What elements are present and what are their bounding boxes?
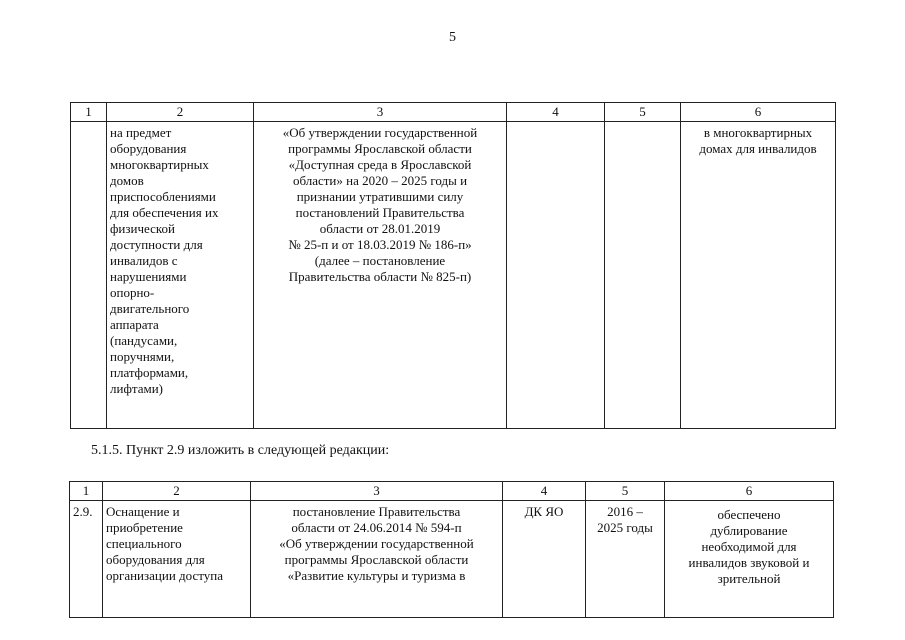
event-cell: на предмет оборудования многоквартирных домов приспособлениями для обеспечения их физической доступности для инвалидов с нарушениями опорно- двигательного аппарата (пандусами, поручнями, платформами, лифтами): [107, 122, 254, 429]
table-amended-item: [69, 481, 834, 618]
header-cell: 5: [605, 103, 681, 122]
table-header-row: [70, 482, 834, 501]
header-cell: 4: [503, 482, 586, 501]
row-number-cell: [71, 122, 107, 429]
event-cell: Оснащение и приобретение специального оборудования для организации доступа: [103, 501, 251, 618]
header-cell: 1: [70, 482, 103, 501]
row-number-cell: 2.9.: [70, 501, 103, 618]
period-cell: [605, 122, 681, 429]
amendment-paragraph: 5.1.5. Пункт 2.9 изложить в следующей редакции:: [91, 443, 390, 458]
table-header-row: [71, 103, 836, 122]
header-cell: 3: [251, 482, 503, 501]
header-cell: 6: [665, 482, 834, 501]
page-number: 5: [449, 30, 456, 45]
header-cell: 4: [507, 103, 605, 122]
result-cell: в многоквартирных домах для инвалидов: [681, 122, 836, 429]
header-cell: 5: [586, 482, 665, 501]
period-cell: 2016 – 2025 годы: [586, 501, 665, 618]
header-cell: 3: [254, 103, 507, 122]
header-cell: 6: [681, 103, 836, 122]
legal-basis-cell: «Об утверждении государственной программы Ярославской области «Доступная среда в Ярославской области» на 2020 – 2025 годы и признании утратившими силу постановлений Правительства области от 28.01.2019 № 25-п и от 18.03.2019 № 186-п» (далее – постановление Правительства области № 825-п): [254, 122, 507, 429]
result-cell: обеспечено дублирование необходимой для инвалидов звуковой и зрительной: [665, 501, 834, 618]
table-row: [71, 122, 836, 429]
legal-basis-cell: постановление Правительства области от 24.06.2014 № 594-п «Об утверждении государственной программы Ярославской области «Развитие культуры и туризма в: [251, 501, 503, 618]
table-continued: [70, 102, 836, 429]
executor-cell: [507, 122, 605, 429]
header-cell: 1: [71, 103, 107, 122]
table-row: [70, 501, 834, 618]
header-cell: 2: [107, 103, 254, 122]
header-cell: 2: [103, 482, 251, 501]
executor-cell: ДК ЯО: [503, 501, 586, 618]
